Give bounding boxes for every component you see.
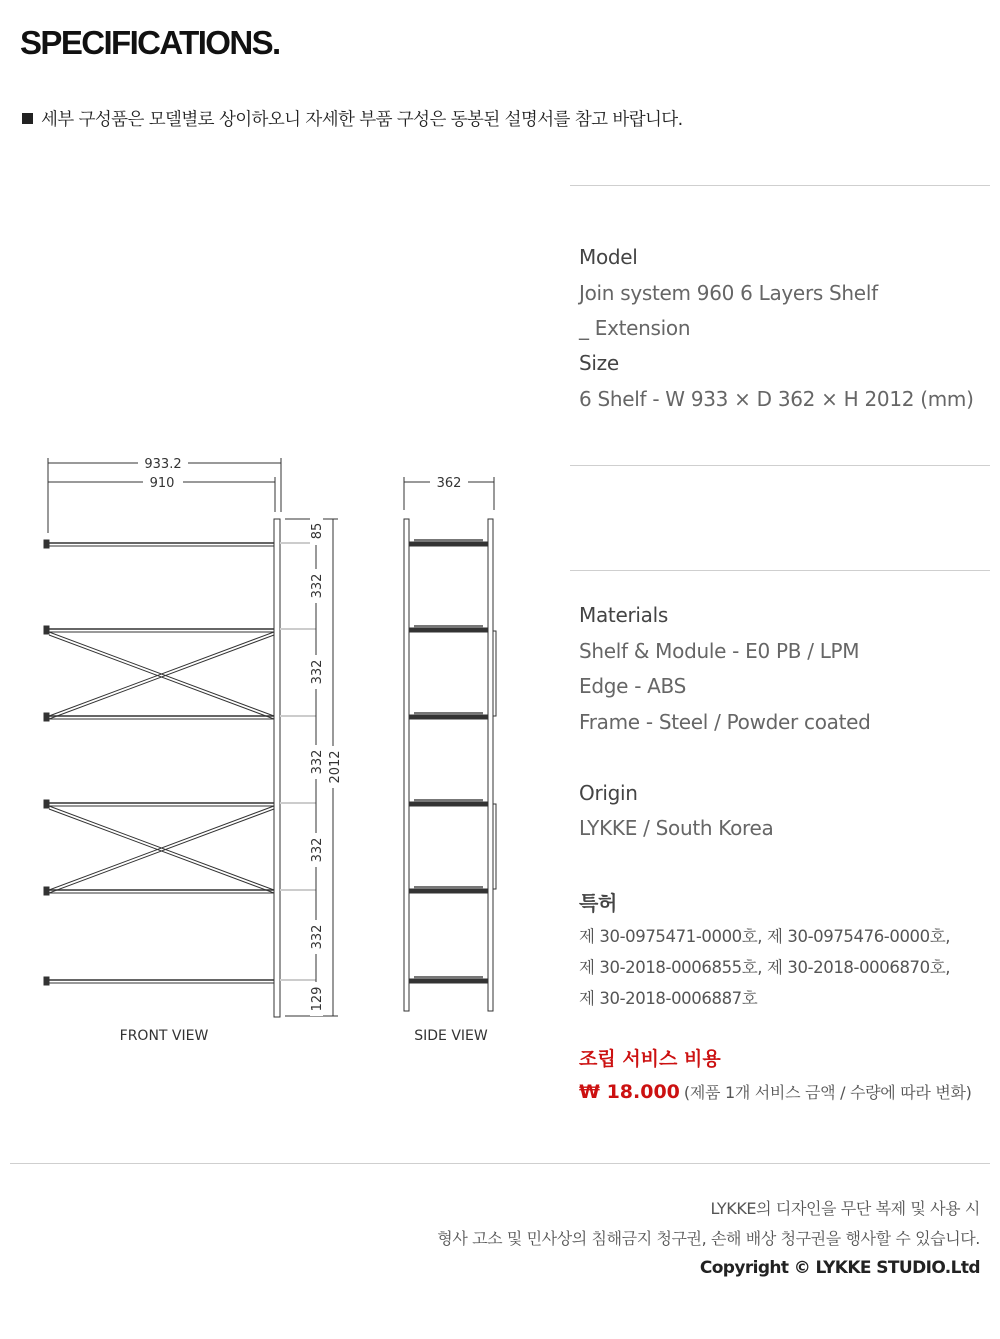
side-view-labels bbox=[414, 474, 488, 1044]
dimension-label: 332 bbox=[310, 924, 325, 950]
patent-line: 제 30-2018-0006855호, 제 30-2018-0006870호, bbox=[579, 958, 951, 977]
side-bracket bbox=[493, 631, 496, 716]
divider-top bbox=[570, 185, 990, 186]
materials-label: Materials bbox=[579, 603, 668, 627]
divider-mid-2 bbox=[570, 570, 990, 571]
front-view-caption: FRONT VIEW bbox=[119, 1028, 209, 1044]
side-upright-post bbox=[488, 519, 493, 1011]
divider-mid-1 bbox=[570, 465, 990, 466]
materials-item: Frame - Steel / Powder coated bbox=[579, 710, 871, 734]
size-label: Size bbox=[579, 351, 619, 375]
footer-line-2: 형사 고소 및 민사상의 침해금지 청구권, 손해 배상 청구권을 행사할 수 있습니다. bbox=[437, 1229, 980, 1248]
notice-text: 세부 구성품은 모델별로 상이하오니 자세한 부품 구성은 동봉된 설명서를 참고 바랍니다. bbox=[41, 110, 683, 130]
dimension-label: 332 bbox=[310, 659, 325, 685]
materials-item: Edge - ABS bbox=[579, 674, 687, 698]
shelf-technical-drawing bbox=[0, 0, 560, 1080]
dimension-label: 85 bbox=[310, 522, 325, 540]
patent-line: 제 30-2018-0006887호 bbox=[579, 989, 758, 1008]
side-shelf bbox=[409, 976, 488, 983]
side-depth-label: 362 bbox=[436, 476, 462, 491]
divider-footer bbox=[10, 1163, 990, 1164]
side-shelf bbox=[409, 539, 488, 546]
front-upright-post bbox=[274, 519, 280, 1017]
model-label: Model bbox=[579, 245, 638, 269]
side-shelf bbox=[409, 886, 488, 893]
model-line-1: Join system 960 6 Layers Shelf bbox=[579, 281, 878, 305]
materials-item: Shelf & Module - E0 PB / LPM bbox=[579, 639, 860, 663]
dimension-label: 332 bbox=[310, 573, 325, 599]
front-width-total-label: 933.2 bbox=[144, 457, 182, 472]
model-line-2: _ Extension bbox=[579, 316, 691, 340]
assembly-price: ₩ 18.000 bbox=[579, 1081, 680, 1103]
patent-line: 제 30-0975471-0000호, 제 30-0975476-0000호, bbox=[579, 927, 951, 946]
size-value: 6 Shelf - W 933 × D 362 × H 2012 (mm) bbox=[579, 387, 974, 411]
total-height-label: 2012 bbox=[328, 750, 343, 784]
cross-brace bbox=[49, 806, 274, 893]
cross-brace bbox=[49, 632, 274, 719]
side-shelf bbox=[409, 712, 488, 719]
patent-label: 특허 bbox=[579, 891, 618, 915]
front-view-drawing bbox=[44, 458, 338, 1017]
side-view-drawing bbox=[404, 477, 496, 1011]
dimension-label: 332 bbox=[310, 837, 325, 863]
side-shelf bbox=[409, 799, 488, 806]
origin-label: Origin bbox=[579, 781, 638, 805]
side-bracket bbox=[493, 804, 496, 889]
side-upright-post bbox=[404, 519, 409, 1011]
assembly-note: (제품 1개 서비스 금액 / 수량에 따라 변화) bbox=[683, 1083, 972, 1102]
origin-value: LYKKE / South Korea bbox=[579, 816, 774, 840]
side-shelf bbox=[409, 625, 488, 632]
page-title: SPECIFICATIONS. bbox=[20, 24, 280, 61]
assembly-price-row bbox=[579, 1080, 972, 1103]
dimension-label: 129 bbox=[310, 986, 325, 1012]
assembly-label: 조립 서비스 비용 bbox=[579, 1048, 721, 1070]
front-width-inner-label: 910 bbox=[149, 476, 175, 491]
dimension-label: 332 bbox=[310, 749, 325, 775]
copyright: Copyright © LYKKE STUDIO.Ltd bbox=[699, 1258, 980, 1278]
side-view-caption: SIDE VIEW bbox=[414, 1028, 488, 1044]
footer-line-1: LYKKE의 디자인을 무단 복제 및 사용 시 bbox=[710, 1199, 980, 1218]
